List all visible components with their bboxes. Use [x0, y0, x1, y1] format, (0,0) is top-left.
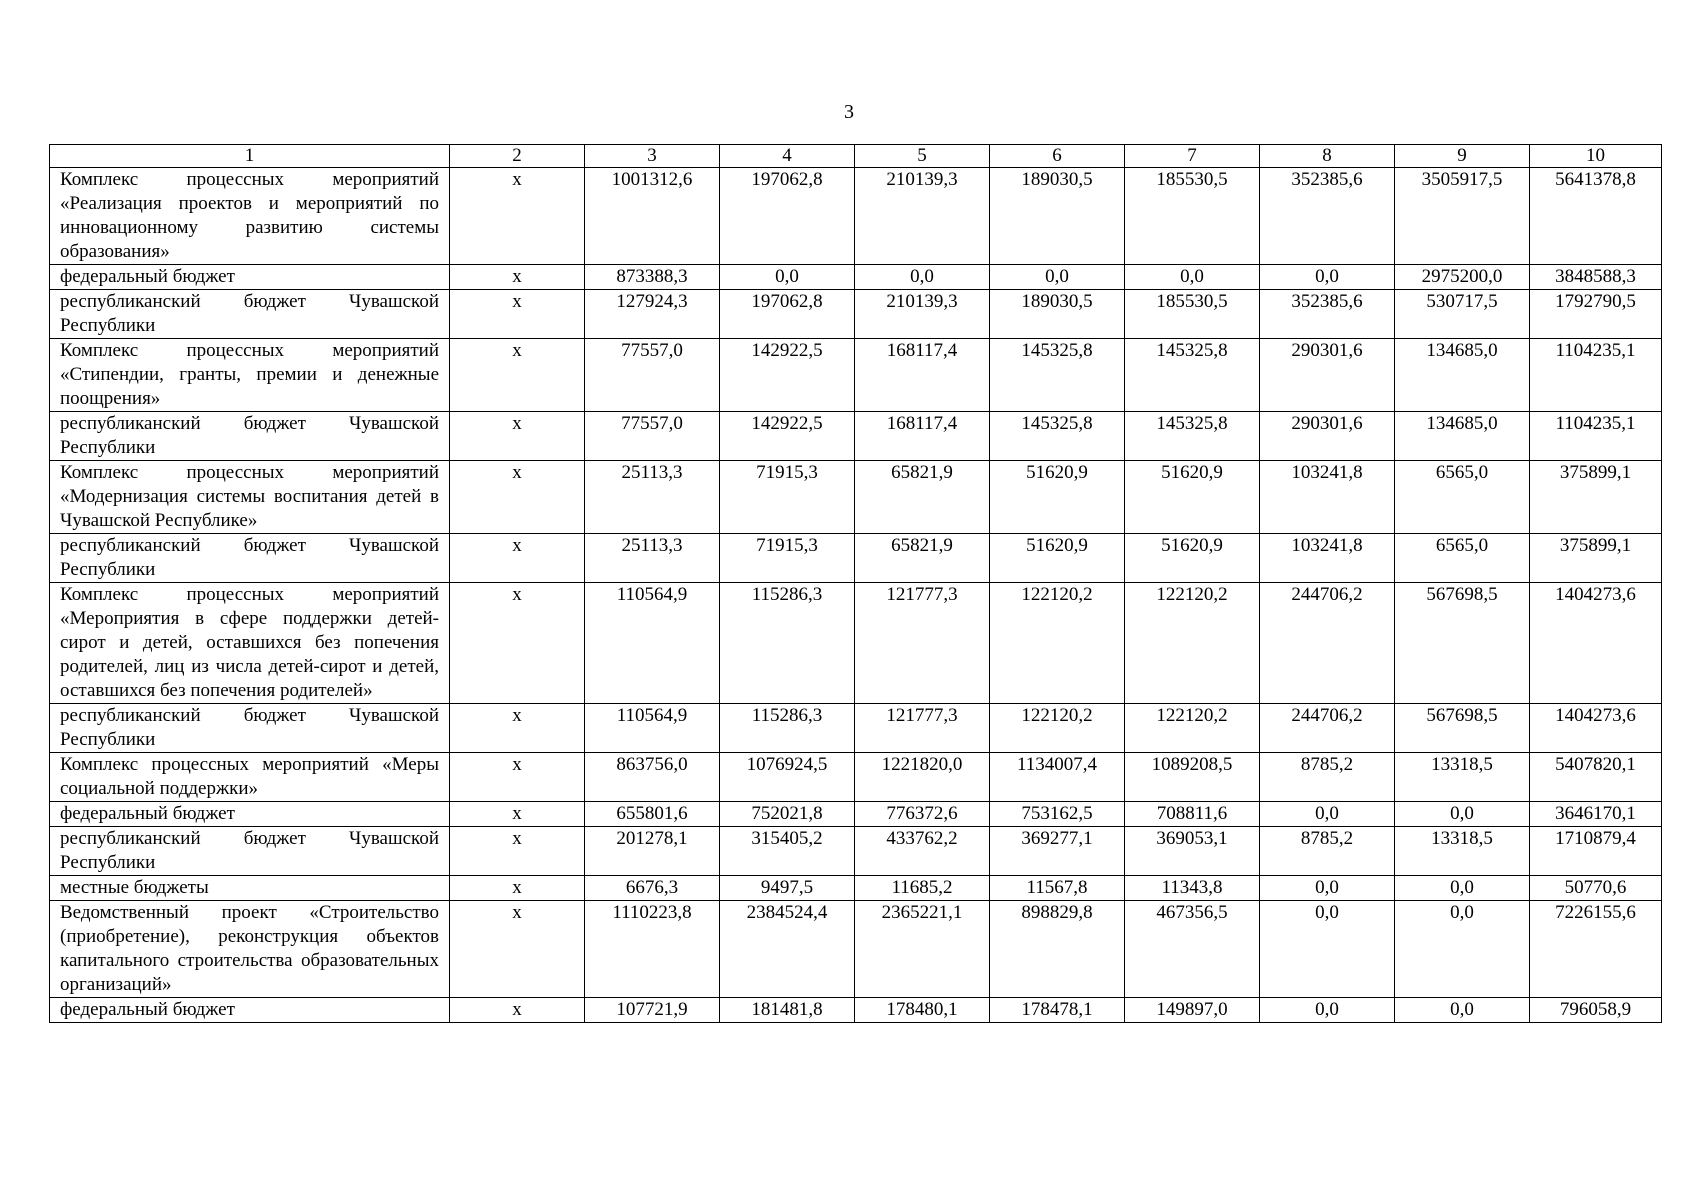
value-cell: 244706,2 [1260, 583, 1395, 704]
header-cell: 3 [585, 145, 720, 168]
row-label: Комплекс процессных мероприятий «Реализация проектов и мероприятий по инновационному развитию системы образования» [50, 168, 450, 265]
row-code: x [450, 461, 585, 534]
value-cell: 189030,5 [990, 168, 1125, 265]
header-row [50, 145, 1662, 168]
row-label: Комплекс процессных мероприятий «Модернизация системы воспитания детей в Чувашской Республике» [50, 461, 450, 534]
value-cell: 369277,1 [990, 827, 1125, 876]
row-label: федеральный бюджет [50, 802, 450, 827]
value-cell: 1104235,1 [1530, 412, 1662, 461]
value-cell: 3646170,1 [1530, 802, 1662, 827]
row-label: местные бюджеты [50, 876, 450, 901]
table-row [50, 339, 1662, 412]
row-code: x [450, 753, 585, 802]
value-cell: 122120,2 [1125, 704, 1260, 753]
value-cell: 197062,8 [720, 168, 855, 265]
value-cell: 122120,2 [990, 583, 1125, 704]
value-cell: 0,0 [720, 265, 855, 290]
value-cell: 50770,6 [1530, 876, 1662, 901]
row-code: x [450, 339, 585, 412]
page-number: 3 [844, 101, 854, 123]
value-cell: 2975200,0 [1395, 265, 1530, 290]
value-cell: 103241,8 [1260, 461, 1395, 534]
value-cell: 1404273,6 [1530, 704, 1662, 753]
value-cell: 13318,5 [1395, 753, 1530, 802]
table-row [50, 534, 1662, 583]
value-cell: 149897,0 [1125, 998, 1260, 1023]
value-cell: 708811,6 [1125, 802, 1260, 827]
value-cell: 315405,2 [720, 827, 855, 876]
table-row [50, 265, 1662, 290]
row-label: федеральный бюджет [50, 265, 450, 290]
value-cell: 352385,6 [1260, 168, 1395, 265]
value-cell: 530717,5 [1395, 290, 1530, 339]
value-cell: 122120,2 [990, 704, 1125, 753]
header-cell: 2 [450, 145, 585, 168]
value-cell: 290301,6 [1260, 339, 1395, 412]
value-cell: 5407820,1 [1530, 753, 1662, 802]
value-cell: 11685,2 [855, 876, 990, 901]
value-cell: 0,0 [1260, 802, 1395, 827]
value-cell: 752021,8 [720, 802, 855, 827]
value-cell: 5641378,8 [1530, 168, 1662, 265]
value-cell: 168117,4 [855, 339, 990, 412]
value-cell: 0,0 [1260, 876, 1395, 901]
value-cell: 1076924,5 [720, 753, 855, 802]
value-cell: 8785,2 [1260, 753, 1395, 802]
value-cell: 9497,5 [720, 876, 855, 901]
value-cell: 65821,9 [855, 534, 990, 583]
header-cell: 7 [1125, 145, 1260, 168]
row-label: республиканский бюджет Чувашской Республики [50, 412, 450, 461]
value-cell: 178478,1 [990, 998, 1125, 1023]
row-label: Комплекс процессных мероприятий «Меры социальной поддержки» [50, 753, 450, 802]
value-cell: 290301,6 [1260, 412, 1395, 461]
value-cell: 210139,3 [855, 168, 990, 265]
row-label: Ведомственный проект «Строительство (приобретение), реконструкция объектов капитального строительства образовательных организаций» [50, 901, 450, 998]
value-cell: 121777,3 [855, 704, 990, 753]
value-cell: 110564,9 [585, 704, 720, 753]
value-cell: 3505917,5 [1395, 168, 1530, 265]
value-cell: 1710879,4 [1530, 827, 1662, 876]
value-cell: 796058,9 [1530, 998, 1662, 1023]
value-cell: 51620,9 [1125, 461, 1260, 534]
value-cell: 142922,5 [720, 412, 855, 461]
value-cell: 753162,5 [990, 802, 1125, 827]
value-cell: 1089208,5 [1125, 753, 1260, 802]
value-cell: 0,0 [1395, 876, 1530, 901]
row-code: x [450, 412, 585, 461]
value-cell: 51620,9 [990, 534, 1125, 583]
budget-table [49, 144, 1662, 1023]
value-cell: 145325,8 [990, 339, 1125, 412]
table-row [50, 704, 1662, 753]
row-code: x [450, 704, 585, 753]
table-row [50, 998, 1662, 1023]
value-cell: 110564,9 [585, 583, 720, 704]
value-cell: 898829,8 [990, 901, 1125, 998]
value-cell: 134685,0 [1395, 339, 1530, 412]
value-cell: 1134007,4 [990, 753, 1125, 802]
value-cell: 145325,8 [1125, 412, 1260, 461]
value-cell: 0,0 [1260, 265, 1395, 290]
row-code: x [450, 998, 585, 1023]
value-cell: 189030,5 [990, 290, 1125, 339]
table-row [50, 876, 1662, 901]
value-cell: 1792790,5 [1530, 290, 1662, 339]
header-cell: 4 [720, 145, 855, 168]
value-cell: 467356,5 [1125, 901, 1260, 998]
value-cell: 369053,1 [1125, 827, 1260, 876]
table-row [50, 461, 1662, 534]
value-cell: 145325,8 [1125, 339, 1260, 412]
row-code: x [450, 901, 585, 998]
value-cell: 3848588,3 [1530, 265, 1662, 290]
value-cell: 873388,3 [585, 265, 720, 290]
value-cell: 0,0 [1395, 998, 1530, 1023]
row-label: республиканский бюджет Чувашской Республики [50, 290, 450, 339]
value-cell: 51620,9 [1125, 534, 1260, 583]
value-cell: 127924,3 [585, 290, 720, 339]
row-label: Комплекс процессных мероприятий «Мероприятия в сфере поддержки детей-сирот и детей, оставшихся без попечения родителей, лиц из числа детей-сирот и детей, оставшихся без попечения родителей» [50, 583, 450, 704]
row-label: республиканский бюджет Чувашской Республики [50, 534, 450, 583]
value-cell: 201278,1 [585, 827, 720, 876]
table-body [50, 145, 1662, 1023]
value-cell: 0,0 [855, 265, 990, 290]
row-label: республиканский бюджет Чувашской Республики [50, 704, 450, 753]
table-row [50, 753, 1662, 802]
value-cell: 0,0 [1260, 998, 1395, 1023]
table-row [50, 583, 1662, 704]
value-cell: 168117,4 [855, 412, 990, 461]
row-code: x [450, 802, 585, 827]
value-cell: 8785,2 [1260, 827, 1395, 876]
value-cell: 77557,0 [585, 339, 720, 412]
row-code: x [450, 168, 585, 265]
table-row [50, 802, 1662, 827]
value-cell: 375899,1 [1530, 461, 1662, 534]
value-cell: 776372,6 [855, 802, 990, 827]
value-cell: 6565,0 [1395, 461, 1530, 534]
value-cell: 352385,6 [1260, 290, 1395, 339]
value-cell: 655801,6 [585, 802, 720, 827]
row-label: Комплекс процессных мероприятий «Стипендии, гранты, премии и денежные поощрения» [50, 339, 450, 412]
value-cell: 6676,3 [585, 876, 720, 901]
value-cell: 2384524,4 [720, 901, 855, 998]
row-code: x [450, 876, 585, 901]
row-code: x [450, 534, 585, 583]
header-cell: 9 [1395, 145, 1530, 168]
value-cell: 107721,9 [585, 998, 720, 1023]
value-cell: 210139,3 [855, 290, 990, 339]
row-label: федеральный бюджет [50, 998, 450, 1023]
header-cell: 8 [1260, 145, 1395, 168]
value-cell: 115286,3 [720, 704, 855, 753]
value-cell: 142922,5 [720, 339, 855, 412]
value-cell: 433762,2 [855, 827, 990, 876]
value-cell: 185530,5 [1125, 168, 1260, 265]
value-cell: 1110223,8 [585, 901, 720, 998]
value-cell: 0,0 [1260, 901, 1395, 998]
row-label: республиканский бюджет Чувашской Республики [50, 827, 450, 876]
value-cell: 6565,0 [1395, 534, 1530, 583]
header-cell: 10 [1530, 145, 1662, 168]
header-cell: 5 [855, 145, 990, 168]
value-cell: 103241,8 [1260, 534, 1395, 583]
value-cell: 197062,8 [720, 290, 855, 339]
value-cell: 0,0 [1125, 265, 1260, 290]
value-cell: 145325,8 [990, 412, 1125, 461]
row-code: x [450, 827, 585, 876]
value-cell: 1001312,6 [585, 168, 720, 265]
value-cell: 1404273,6 [1530, 583, 1662, 704]
table-row [50, 412, 1662, 461]
value-cell: 71915,3 [720, 461, 855, 534]
table-row [50, 290, 1662, 339]
value-cell: 51620,9 [990, 461, 1125, 534]
value-cell: 25113,3 [585, 461, 720, 534]
table-row [50, 168, 1662, 265]
value-cell: 13318,5 [1395, 827, 1530, 876]
value-cell: 0,0 [1395, 901, 1530, 998]
value-cell: 863756,0 [585, 753, 720, 802]
value-cell: 375899,1 [1530, 534, 1662, 583]
value-cell: 2365221,1 [855, 901, 990, 998]
value-cell: 244706,2 [1260, 704, 1395, 753]
header-cell: 6 [990, 145, 1125, 168]
value-cell: 122120,2 [1125, 583, 1260, 704]
row-code: x [450, 265, 585, 290]
value-cell: 115286,3 [720, 583, 855, 704]
value-cell: 0,0 [990, 265, 1125, 290]
value-cell: 185530,5 [1125, 290, 1260, 339]
value-cell: 11343,8 [1125, 876, 1260, 901]
value-cell: 0,0 [1395, 802, 1530, 827]
table-row [50, 901, 1662, 998]
value-cell: 1221820,0 [855, 753, 990, 802]
value-cell: 178480,1 [855, 998, 990, 1023]
value-cell: 25113,3 [585, 534, 720, 583]
row-code: x [450, 290, 585, 339]
value-cell: 181481,8 [720, 998, 855, 1023]
value-cell: 71915,3 [720, 534, 855, 583]
value-cell: 134685,0 [1395, 412, 1530, 461]
table-row [50, 827, 1662, 876]
value-cell: 65821,9 [855, 461, 990, 534]
value-cell: 7226155,6 [1530, 901, 1662, 998]
value-cell: 567698,5 [1395, 583, 1530, 704]
value-cell: 121777,3 [855, 583, 990, 704]
value-cell: 11567,8 [990, 876, 1125, 901]
value-cell: 77557,0 [585, 412, 720, 461]
row-code: x [450, 583, 585, 704]
value-cell: 1104235,1 [1530, 339, 1662, 412]
value-cell: 567698,5 [1395, 704, 1530, 753]
header-cell: 1 [50, 145, 450, 168]
